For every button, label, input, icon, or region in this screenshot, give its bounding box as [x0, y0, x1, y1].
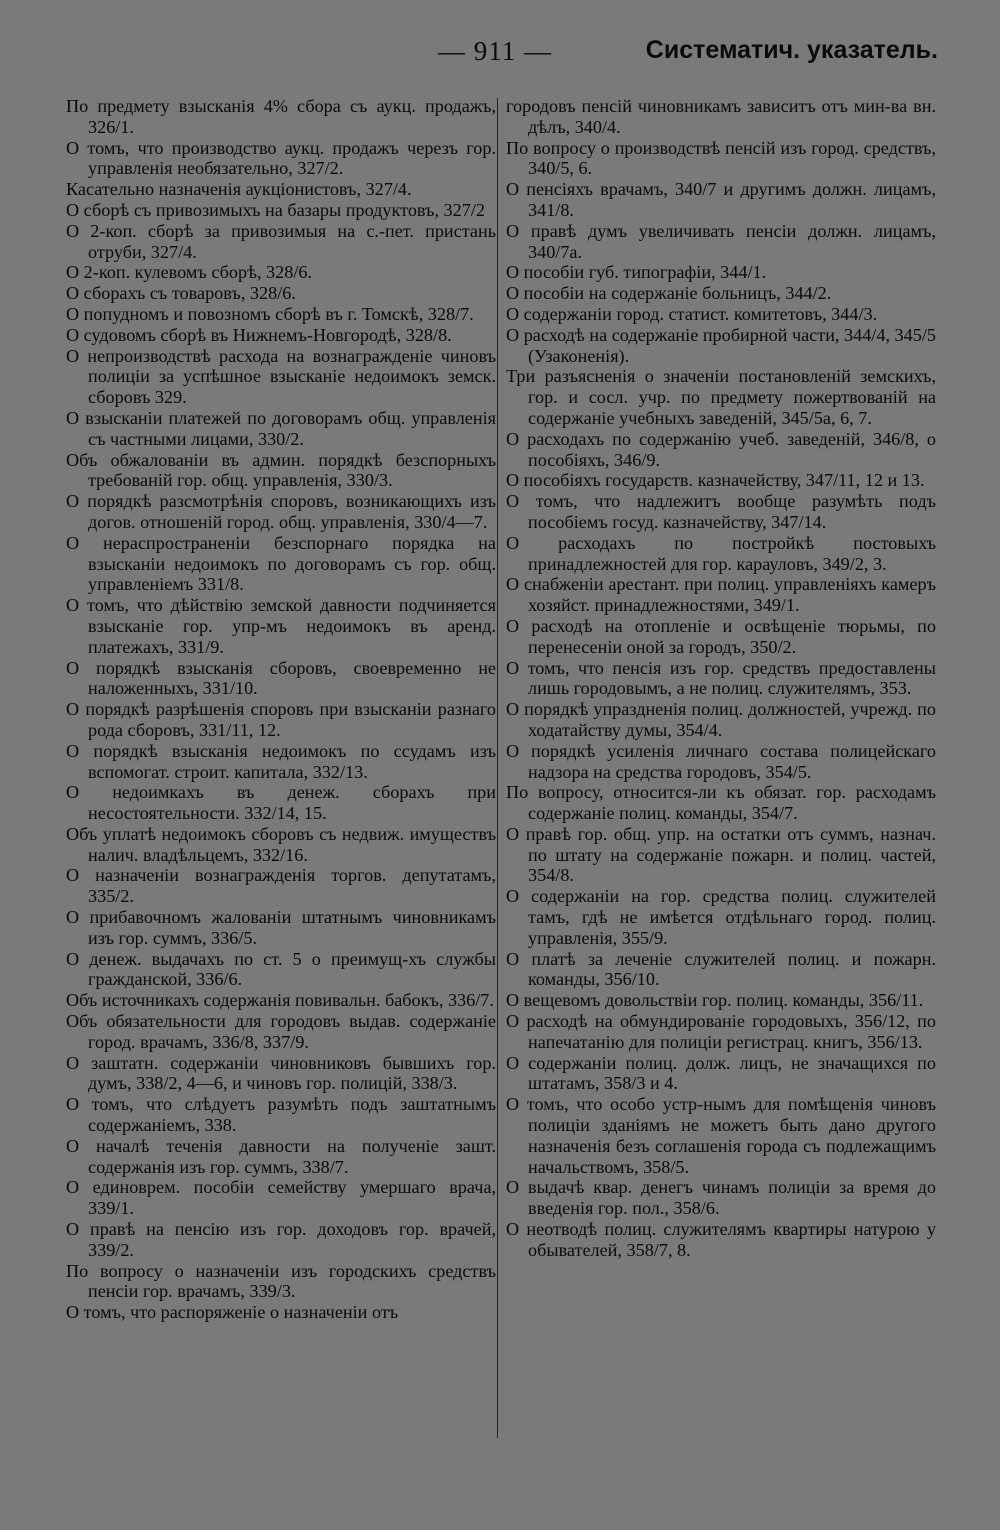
- index-entry: О 2-коп. кулевомъ сборѣ, 328/6.: [66, 262, 313, 283]
- index-entry: О расходѣ на обмундированіе городовыхъ, 356/12, по напечатанію для полиціи регистрац. книгъ, 356/13.: [506, 1011, 936, 1052]
- index-entry: О судовомъ сборѣ въ Нижнемъ-Новгородѣ, 328/8.: [66, 324, 452, 345]
- index-entry: Объ источникахъ содержанія повивальн. бабокъ, 336/7.: [66, 990, 494, 1011]
- index-entry: О непроизводствѣ расхода на вознагражденіе чиновъ полиціи за успѣшное взысканіе недоимокъ земск. сборовъ 329.: [66, 345, 496, 408]
- index-entry: О содержаніи полиц. долж. лицъ, не значащихся по штатамъ, 358/3 и 4.: [506, 1052, 936, 1094]
- index-entry: О содержаніи на гор. средства полиц. служителей тамъ, гдѣ не имѣется отдѣльнаго город. полиц. управленія, 355/9.: [506, 886, 936, 948]
- index-entry: О порядкѣ разсмотрѣнія споровъ, возникающихъ изъ догов. отношеній город. общ. управленія, 330/4—7.: [66, 491, 496, 532]
- index-entry: О неотводѣ полиц. служителямъ квартиры натурою у обывателей, 358/7, 8.: [506, 1219, 936, 1260]
- index-entry: О заштатн. содержаніи чиновниковъ бывшихъ гор. думъ, 338/2, 4—6, и чиновъ гор. полицій, 338/3.: [66, 1052, 496, 1094]
- index-entry: Касательно назначенія аукціонистовъ, 327/4.: [66, 179, 412, 200]
- index-entry: О томъ, что надлежитъ вообще разумѣть подъ пособіемъ госуд. казначейству, 347/14.: [506, 491, 936, 532]
- index-entry: О томъ, что производство аукц. продажъ черезъ гор. управленія необязательно, 327/2.: [66, 137, 496, 179]
- running-title: Систематич. указатель.: [645, 36, 938, 64]
- left-column: [66, 96, 496, 1323]
- page-number: — 911 —: [438, 36, 552, 66]
- index-entry: О снабженіи арестант. при полиц. управленіяхъ камеръ хозяйст. принадлежностями, 349/1.: [506, 574, 936, 616]
- index-entry: По вопросу о производствѣ пенсій изъ город. средствъ, 340/5, 6.: [506, 137, 936, 179]
- index-entry: О пособіи на содержаніе больницъ, 344/2.: [506, 283, 832, 304]
- index-entry: О правѣ на пенсію изъ гор. доходовъ гор. врачей, 339/2.: [66, 1219, 496, 1260]
- index-entry: О томъ, что пенсія изъ гор. средствъ предоставлены лишь городовымъ, а не полиц. служителямъ, 353.: [506, 657, 936, 699]
- index-entry: О взысканіи платежей по договорамъ общ. управленія съ частными лицами, 330/2.: [66, 407, 496, 449]
- index-entry: О порядкѣ взысканія сборовъ, своевременно не наложенныхъ, 331/10.: [66, 657, 496, 699]
- index-entry: городовъ пенсій чиновникамъ зависитъ отъ мин-ва вн. дѣлъ, 340/4.: [506, 96, 936, 137]
- index-entry: Объ обжалованіи въ админ. порядкѣ безспорныхъ требованій гор. общ. управленія, 330/3.: [66, 449, 496, 491]
- index-entry: О порядкѣ усиленія личнаго состава полицейскаго надзора на средства городовъ, 354/5.: [506, 740, 936, 782]
- index-entry: По вопросу о назначеніи изъ городскихъ средствъ пенсіи гор. врачамъ, 339/3.: [66, 1260, 496, 1302]
- index-entry: О платѣ за леченіе служителей полиц. и пожарн. команды, 356/10.: [506, 948, 936, 990]
- index-entry: О содержаніи город. статист. комитетовъ, 344/3.: [506, 303, 878, 324]
- index-entry: О томъ, что дѣйствію земской давности подчиняется взысканіе гор. упр-мъ недоимокъ въ аренд. платежахъ, 331/9.: [66, 595, 496, 657]
- index-entry: О расходахъ по постройкѣ постовыхъ принадлежностей для гор. карауловъ, 349/2, 3.: [506, 532, 936, 574]
- index-entry: О расходахъ по содержанію учеб. заведеній, 346/8, о пособіяхъ, 346/9.: [506, 428, 936, 470]
- index-entry: О томъ, что распоряженіе о назначеніи отъ: [66, 1302, 399, 1323]
- index-entry: О назначеніи вознагражденія торгов. депутатамъ, 335/2.: [66, 865, 496, 907]
- index-entry: О единоврем. пособіи семейству умершаго врача, 339/1.: [66, 1177, 496, 1219]
- index-entry: О 2-коп. сборѣ за привозимыя на с.-пет. пристань отруби, 327/4.: [66, 220, 496, 262]
- right-column: [506, 96, 936, 1261]
- index-entry: О пенсіяхъ врачамъ, 340/7 и другимъ должн. лицамъ, 341/8.: [506, 179, 936, 220]
- index-entry: О недоимкахъ въ денеж. сборахъ при несостоятельности. 332/14, 15.: [66, 782, 496, 824]
- index-entry: О попудномъ и повозномъ сборѣ въ г. Томскѣ, 328/7.: [66, 303, 474, 324]
- index-entry: О пособіи губ. типографіи, 344/1.: [506, 262, 767, 283]
- index-entry: Три разъясненія о значеніи постановленій земскихъ, гор. и сосл. учр. по предмету пожертвованій на содержаніе учебныхъ заведеній, 345/5а, 6, 7.: [506, 366, 936, 428]
- index-entry: По предмету взысканія 4% сбора съ аукц. продажъ, 326/1.: [66, 96, 496, 137]
- index-entry: О пособіяхъ государств. казначейству, 347/11, 12 и 13.: [506, 470, 925, 491]
- index-entry: О вещевомъ довольствіи гор. полиц. команды, 356/11.: [506, 990, 924, 1011]
- index-entry: О началѣ теченія давности на полученіе зашт. содержанія изъ гор. суммъ, 338/7.: [66, 1135, 496, 1177]
- index-entry: О расходѣ на содержаніе пробирной части, 344/4, 345/5 (Узаконенія).: [506, 324, 936, 366]
- index-entry: О расходѣ на отопленіе и освѣщеніе тюрьмы, по перенесеніи оной за городъ, 350/2.: [506, 615, 936, 657]
- index-entry: О правѣ думъ увеличивать пенсіи должн. лицамъ, 340/7а.: [506, 220, 936, 262]
- page-header: [0, 36, 1000, 76]
- index-entry: О правѣ гор. общ. упр. на остатки отъ суммъ, назнач. по штату на содержаніе пожарн. и полиц. частей, 354/8.: [506, 823, 936, 886]
- index-entry: О сборѣ съ привозимыхъ на базары продуктовъ, 327/2: [66, 199, 485, 220]
- index-entry: О нераспространеніи безспорнаго порядка на взысканіи недоимокъ по договорамъ съ гор. общ. управленіемъ 331/8.: [66, 532, 496, 595]
- index-entry: Объ уплатѣ недоимокъ сборовъ съ недвиж. имуществъ налич. владѣльцемъ, 332/16.: [66, 823, 496, 865]
- index-entry: О порядкѣ разрѣшенія споровъ при взысканіи разнаго рода сборовъ, 331/11, 12.: [66, 699, 496, 740]
- index-entry: О томъ, что слѣдуетъ разумѣть подъ заштатнымъ содержаніемъ, 338.: [66, 1094, 496, 1136]
- index-entry: О томъ, что особо устр-нымъ для помѣщенія чиновъ полиціи зданіямъ не можетъ быть дано другого назначенія безъ соглашенія города съ подлежащимъ начальствомъ, 358/5.: [506, 1094, 936, 1177]
- index-entry: Объ обязательности для городовъ выдав. содержаніе город. врачамъ, 336/8, 337/9.: [66, 1011, 496, 1052]
- index-entry: По вопросу, относится-ли къ обязат. гор. расходамъ содержаніе полиц. команды, 354/7.: [506, 782, 936, 824]
- index-entry: О порядкѣ взысканія недоимокъ по ссудамъ изъ вспомогат. строит. капитала, 332/13.: [66, 740, 496, 782]
- index-entry: О прибавочномъ жалованіи штатнымъ чиновникамъ изъ гор. суммъ, 336/5.: [66, 907, 496, 948]
- index-entry: О порядкѣ упраздненія полиц. должностей, учрежд. по ходатайству думы, 354/4.: [506, 699, 936, 740]
- index-entry: О сборахъ съ товаровъ, 328/6.: [66, 283, 296, 304]
- index-entry: О денеж. выдачахъ по ст. 5 о преимущ-хъ службы гражданской, 336/6.: [66, 948, 496, 990]
- column-divider: [497, 98, 498, 1438]
- index-entry: О выдачѣ квар. денегъ чинамъ полиціи за время до введенія гор. пол., 358/6.: [506, 1177, 936, 1219]
